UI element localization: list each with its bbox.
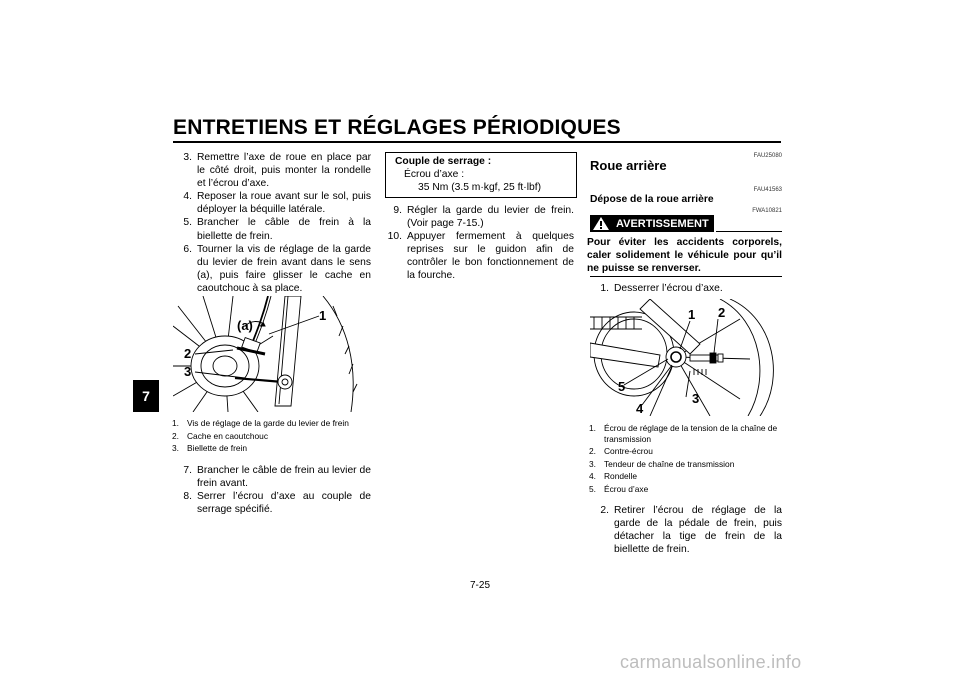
caption-text: Biellette de frein: [187, 443, 248, 454]
subsection-code: FAU41563: [753, 187, 782, 193]
chapter-tab[interactable]: 7: [133, 380, 159, 412]
list-item: [170, 464, 371, 490]
caption-item: [589, 471, 779, 482]
caption-item: [589, 423, 779, 444]
step-text: Régler la garde du levier de frein. (Voir page 7-15.): [407, 205, 574, 230]
step-number: 5.: [183, 217, 192, 229]
caption-text: Cache en caoutchouc: [187, 430, 269, 441]
step-number: 1.: [600, 283, 609, 294]
figure-label-2: 2: [718, 305, 726, 320]
list-item: [170, 243, 371, 295]
caption-item: [589, 446, 779, 457]
figure-label-3: 3: [692, 391, 700, 406]
warning-label: AVERTISSEMENT: [616, 217, 709, 230]
caption-number: 1.: [589, 423, 596, 433]
list-item: [587, 282, 782, 295]
step-text: Remettre l’axe de roue en place par le côté droit, puis monter la rondelle et l’écrou d’axe.: [197, 152, 371, 190]
step-number: 9.: [393, 205, 402, 216]
rear-wheel-figure: [590, 299, 782, 416]
list-item: [170, 151, 371, 190]
section-title: Roue arrière: [590, 158, 667, 173]
watermark: carmanualsonline.info: [620, 652, 802, 672]
step-number: 3.: [183, 152, 192, 163]
caption-text: Tendeur de chaîne de transmission: [604, 458, 735, 469]
figure-captions-right: [589, 423, 779, 495]
spec-item: Écrou d’axe :: [404, 169, 465, 180]
warning-badge: [590, 215, 714, 232]
caption-text: Vis de réglage de la garde du levier de frein: [187, 418, 349, 428]
step-number: 4.: [183, 191, 192, 203]
spec-title: Couple de serrage :: [395, 156, 492, 167]
step-number: 2.: [600, 505, 609, 516]
steps-list-middle: [380, 204, 574, 283]
step-text: Retirer l’écrou de réglage de la garde de la pédale de frein, puis détacher la tige de frein de la biellette de frein.: [614, 505, 782, 556]
step-text: Brancher le câble de frein à la biellette de frein.: [197, 217, 371, 242]
warning-rule: [716, 231, 782, 232]
caption-number: 1.: [172, 418, 179, 428]
step-number: 8.: [183, 491, 192, 503]
step-text: Brancher le câble de frein au levier de frein avant.: [197, 465, 371, 490]
title-divider: [173, 141, 781, 143]
caption-number: 3.: [589, 458, 596, 469]
figure-label-5: 5: [618, 379, 626, 394]
step-number: 7.: [183, 465, 192, 476]
torque-spec-box: [385, 152, 577, 198]
list-item: [380, 204, 574, 230]
caption-number: 2.: [172, 430, 179, 441]
steps-list-a: [170, 151, 371, 295]
caption-text: Écrou d’axe: [604, 483, 649, 494]
caption-number: 3.: [172, 443, 179, 454]
step-text: Reposer la roue avant sur le sol, puis déployer la béquille latérale.: [197, 191, 371, 216]
steps-list-b: [170, 464, 371, 516]
figure-label-1: 1: [688, 307, 696, 322]
list-item: [170, 490, 371, 516]
caption-item: [172, 431, 373, 442]
warning-code: FWA10821: [752, 208, 782, 214]
caption-item: [589, 459, 779, 470]
figure-label-2: 2: [184, 346, 192, 361]
step-list-right-1: [587, 282, 782, 295]
step-list-right-2: [587, 504, 782, 556]
warning-triangle-icon: [590, 215, 612, 232]
section-code: FAU25080: [753, 153, 782, 159]
step-text: Appuyer fermement à quelques reprises sur le guidon afin de contrôler le bon fonctionnement de la fourche.: [407, 231, 574, 282]
step-text: Desserrer l’écrou d’axe.: [614, 283, 723, 294]
warning-end-rule: [590, 276, 782, 277]
spec-value: 35 Nm (3.5 m·kgf, 25 ft·lbf): [418, 182, 542, 193]
caption-text: Contre-écrou: [604, 446, 653, 457]
caption-number: 5.: [589, 483, 596, 494]
caption-number: 4.: [589, 471, 596, 482]
subsection-title: Dépose de la roue arrière: [590, 194, 714, 205]
caption-text: Écrou de réglage de la tension de la chaîne de transmission: [604, 423, 778, 444]
figure-captions-left: [172, 418, 373, 454]
list-item: [170, 190, 371, 216]
page-title: ENTRETIENS ET RÉGLAGES PÉRIODIQUES: [173, 116, 621, 139]
warning-text: Pour éviter les accidents corporels, caler solidement le véhicule pour qu’il ne puisse se renverser.: [587, 237, 782, 275]
figure-label-4: 4: [636, 401, 644, 416]
list-item: [380, 230, 574, 282]
figure-label-1: 1: [319, 308, 327, 323]
step-number: 6.: [183, 243, 192, 255]
caption-number: 2.: [589, 446, 596, 457]
caption-item: [589, 484, 779, 495]
caption-item: [172, 443, 373, 454]
page-number: 7-25: [469, 580, 490, 591]
step-text: Tourner la vis de réglage de la garde du levier de frein avant dans le sens (a), puis faire glisser le cache en caoutchouc à sa place.: [197, 243, 371, 294]
caption-item: [172, 418, 373, 429]
list-item: [170, 216, 371, 242]
figure-label-3: 3: [184, 364, 192, 379]
front-brake-figure: [173, 296, 371, 412]
step-number: 10.: [387, 231, 402, 243]
figure-label-a: (a): [237, 318, 253, 333]
list-item: [587, 504, 782, 556]
caption-text: Rondelle: [604, 471, 638, 482]
step-text: Serrer l’écrou d’axe au couple de serrage spécifié.: [197, 491, 371, 516]
